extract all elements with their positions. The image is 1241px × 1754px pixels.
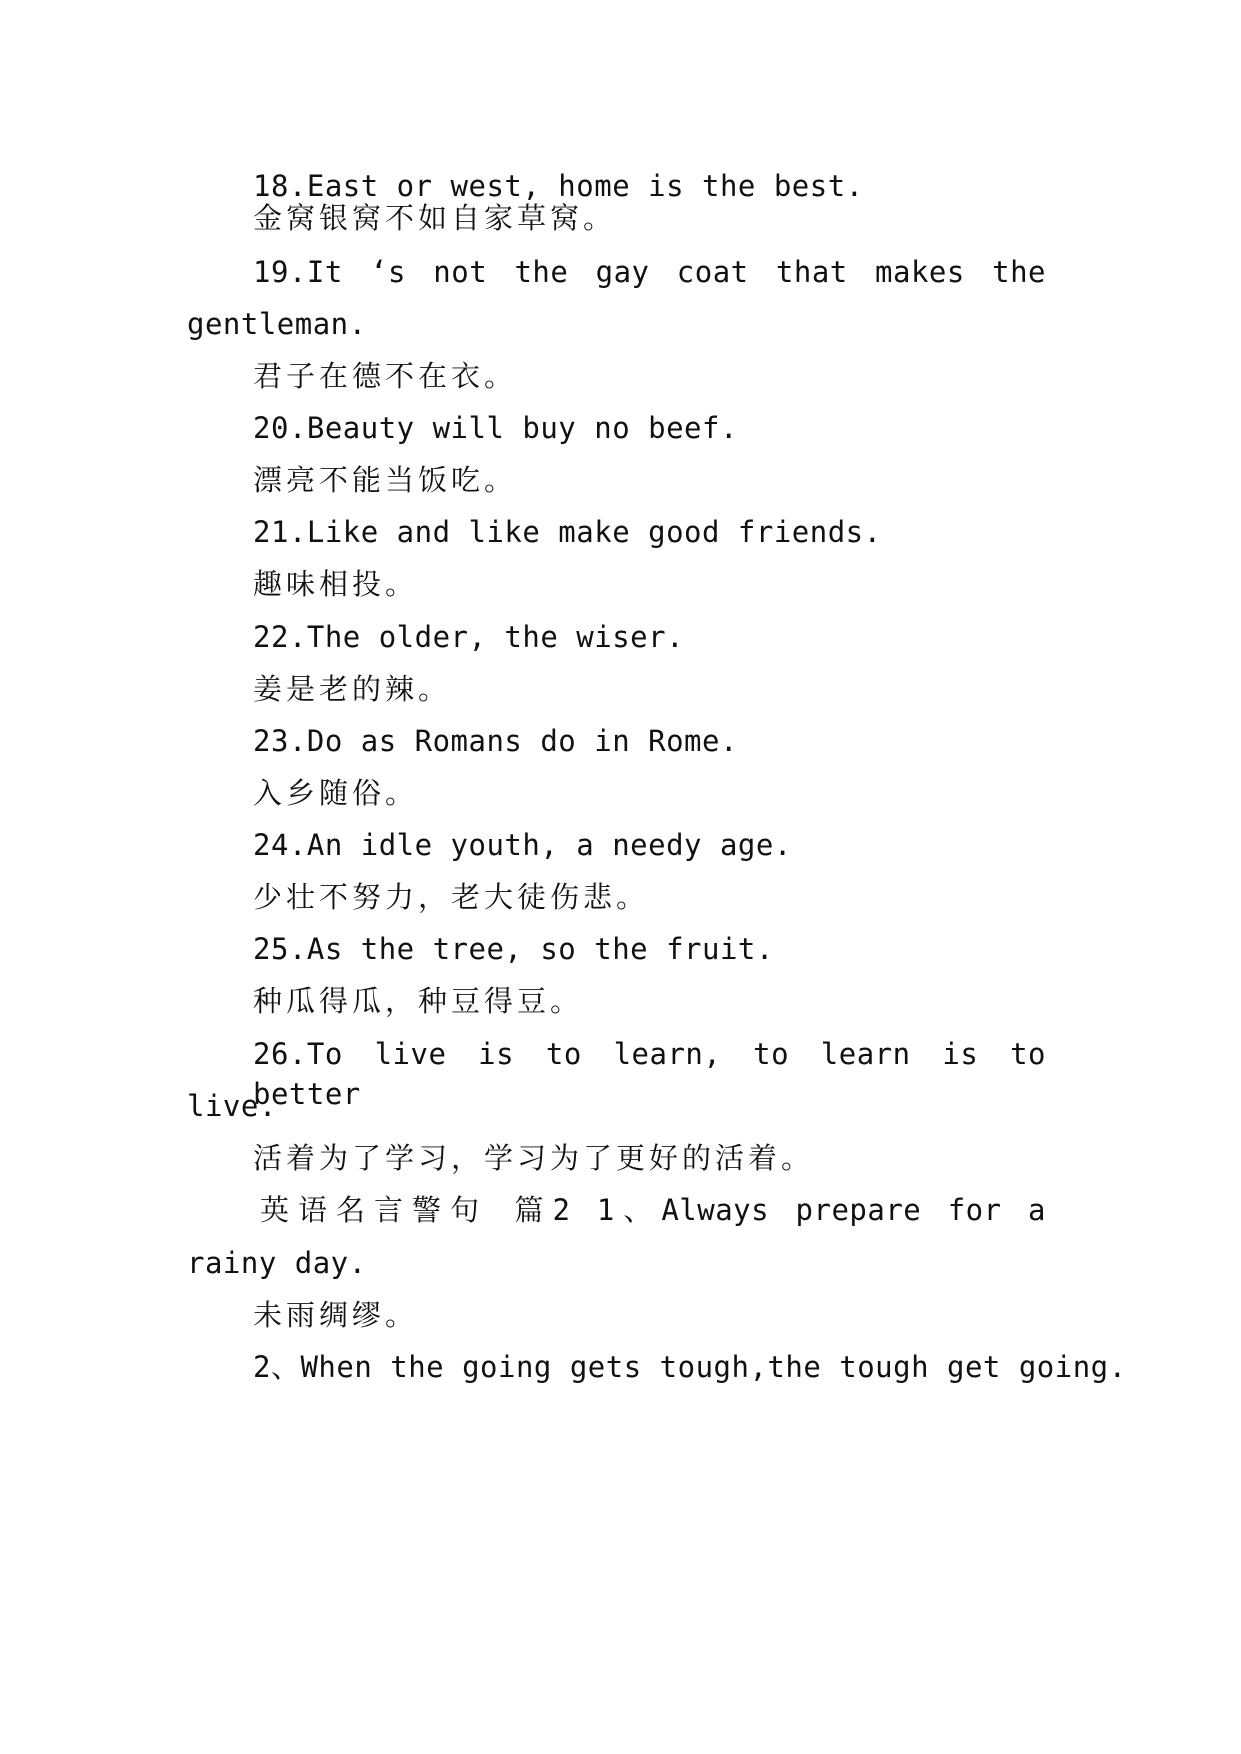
- proverb-26-chinese: 活着为了学习，学习为了更好的活着。: [253, 1141, 815, 1175]
- proverb-24-chinese: 少壮不努力，老大徒伤悲。: [253, 880, 650, 914]
- proverb-23-chinese: 入乡随俗。: [253, 776, 419, 810]
- proverb-25-chinese: 种瓜得瓜，种豆得豆。: [253, 984, 584, 1018]
- quote-1-english-line2: rainy day.: [187, 1246, 367, 1280]
- proverb-23-english: 23.Do as Romans do in Rome.: [253, 724, 738, 758]
- proverb-21-english: 21.Like and like make good friends.: [253, 515, 882, 549]
- proverb-19-english-line2: gentleman.: [187, 307, 367, 341]
- proverb-20-chinese: 漂亮不能当饭吃。: [253, 463, 518, 497]
- proverb-18-english: 18.East or west, home is the best.: [253, 169, 864, 203]
- quote-1-chinese: 未雨绸缪。: [253, 1298, 419, 1332]
- proverb-26-english-line2: live.: [187, 1089, 277, 1123]
- proverb-22-english: 22.The older, the wiser.: [253, 620, 685, 654]
- quote-2-english: 2、When the going gets tough,the tough get going.: [253, 1350, 1127, 1384]
- proverb-19-english-line1: 19.It ‘s not the gay coat that makes the: [253, 255, 1046, 289]
- proverb-19-chinese: 君子在德不在衣。: [253, 359, 518, 393]
- proverb-25-english: 25.As the tree, so the fruit.: [253, 932, 774, 966]
- proverb-22-chinese: 姜是老的辣。: [253, 672, 452, 706]
- proverb-20-english: 20.Beauty will buy no beef.: [253, 411, 738, 445]
- section-2-heading-and-quote-1-line1: 英语名言警句 篇2 1、Always prepare for a: [260, 1193, 1046, 1227]
- proverb-21-chinese: 趣味相投。: [253, 567, 419, 601]
- proverb-18-chinese: 金窝银窝不如自家草窝。: [253, 201, 617, 235]
- proverb-26-english-line1: 26.To live is to learn, to learn is to better: [253, 1037, 1046, 1111]
- proverb-24-english: 24.An idle youth, a needy age.: [253, 828, 792, 862]
